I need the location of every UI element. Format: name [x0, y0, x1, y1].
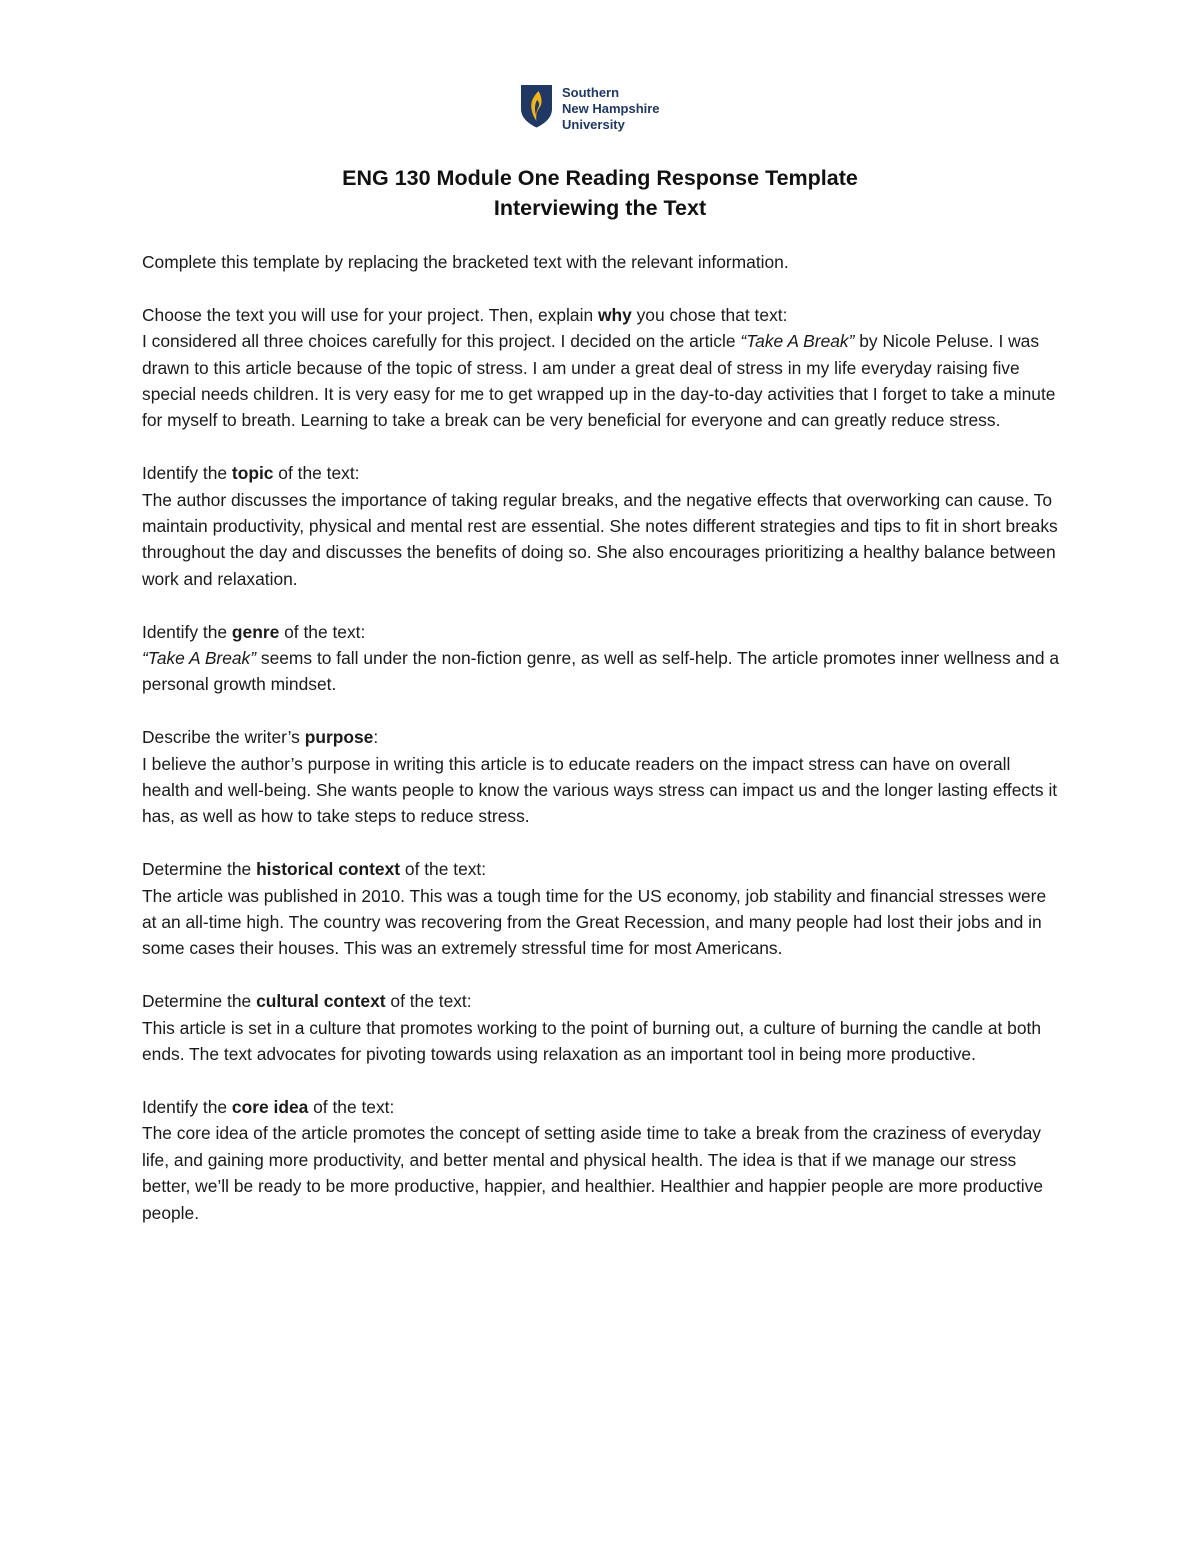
section-answer: The article was published in 2010. This was a tough time for the US economy, job stability and financial stresses were at an all-time high. The country was recovering from the Great Recession, and many people had lost their jobs and in some cases their houses. This was an extremely stressful time for most Americans. [142, 885, 1047, 959]
prompt-keyword: why [597, 304, 632, 325]
section-prompt [142, 856, 1062, 882]
prompt-text: Identify the [142, 621, 232, 642]
prompt-text: : [373, 727, 379, 748]
section-prompt [142, 460, 1062, 486]
logo-line: New Hampshire [562, 101, 660, 116]
section-core-idea [142, 1094, 1062, 1226]
prompt-text: Identify the [142, 463, 232, 484]
section-cultural-context [142, 988, 1062, 1067]
section-prompt [142, 302, 1062, 328]
article-title: “Take A Break” [740, 331, 855, 352]
section-prompt [142, 619, 1062, 645]
prompt-text: you chose that text: [631, 304, 788, 325]
article-title: “Take A Break” [142, 648, 257, 669]
prompt-text: of the text: [385, 991, 472, 1012]
document-body [142, 249, 1062, 1252]
university-logo [520, 84, 660, 133]
shield-flame-icon [520, 84, 553, 128]
section-answer: I believe the author’s purpose in writing this article is to educate readers on the impact stress can have on overall health and well-being. She wants people to know the various ways stress can impact us and the longer lasting effects it has, as well as how to take steps to reduce stress. [142, 753, 1058, 827]
section-answer: The core idea of the article promotes the concept of setting aside time to take a break from the craziness of everyday life, and gaining more productivity, and better mental and physical health. The idea is that if we manage our stress better, we’ll be ready to be more productive, happier, and healthier. Healthier and happier people are more productive people. [142, 1123, 1044, 1223]
prompt-text: of the text: [308, 1096, 395, 1117]
section-prompt [142, 724, 1062, 750]
logo-wordmark [562, 85, 660, 133]
section-answer: This article is set in a culture that promotes working to the point of burning out, a culture of burning the candle at both ends. The text advocates for pivoting towards using relaxation as an important tool in being more productive. [142, 1017, 1042, 1065]
logo-line: University [562, 117, 625, 132]
prompt-text: of the text: [400, 859, 487, 880]
prompt-keyword: core idea [231, 1096, 309, 1117]
section-prompt [142, 1094, 1062, 1120]
prompt-keyword: cultural context [256, 991, 386, 1012]
prompt-keyword: historical context [256, 859, 401, 880]
section-answer: The author discusses the importance of taking regular breaks, and the negative effects that overworking can cause. To maintain productivity, physical and mental rest are essential. She notes different strategies and tips to fit in short breaks throughout the day and discusses the benefits of doing so. She also encourages prioritizing a healthy balance between work and relaxation. [142, 489, 1058, 589]
prompt-text: Identify the [142, 1096, 232, 1117]
section-answer [142, 328, 1062, 434]
prompt-text: of the text: [273, 463, 360, 484]
section-answer [142, 645, 1062, 698]
document-title [0, 163, 1200, 223]
prompt-text: Determine the [142, 859, 257, 880]
section-genre [142, 619, 1062, 698]
prompt-text: Choose the text you will use for your project. Then, explain [142, 304, 598, 325]
title-line-1: ENG 130 Module One Reading Response Template [342, 166, 858, 190]
prompt-text: Describe the writer’s [142, 727, 305, 748]
prompt-keyword: genre [231, 621, 280, 642]
title-line-2: Interviewing the Text [493, 196, 707, 220]
answer-text: seems to fall under the non-fiction genre, as well as self-help. The article promotes inner wellness and a personal growth mindset. [142, 648, 1060, 695]
answer-text: by Nicole Peluse. I was drawn to this article because of the topic of stress. I am under a great deal of stress in my life everyday raising five special needs children. It is very easy for me to get wrapped up in the day-to-day activities that I forget to take a minute for myself to breath. Learning to take a break can be very beneficial for everyone and can greatly reduce stress. [142, 331, 1056, 431]
section-purpose [142, 724, 1062, 830]
logo-line: Southern [562, 85, 620, 100]
prompt-keyword: topic [231, 463, 274, 484]
prompt-keyword: purpose [304, 727, 374, 748]
section-historical-context [142, 856, 1062, 962]
answer-text: I considered all three choices carefully for this project. I decided on the article [142, 331, 741, 352]
prompt-text: of the text: [279, 621, 366, 642]
prompt-text: Determine the [142, 991, 257, 1012]
section-text-choice [142, 302, 1062, 434]
section-topic [142, 460, 1062, 592]
instructions: Complete this template by replacing the bracketed text with the relevant information. [142, 252, 789, 272]
section-prompt [142, 988, 1062, 1014]
